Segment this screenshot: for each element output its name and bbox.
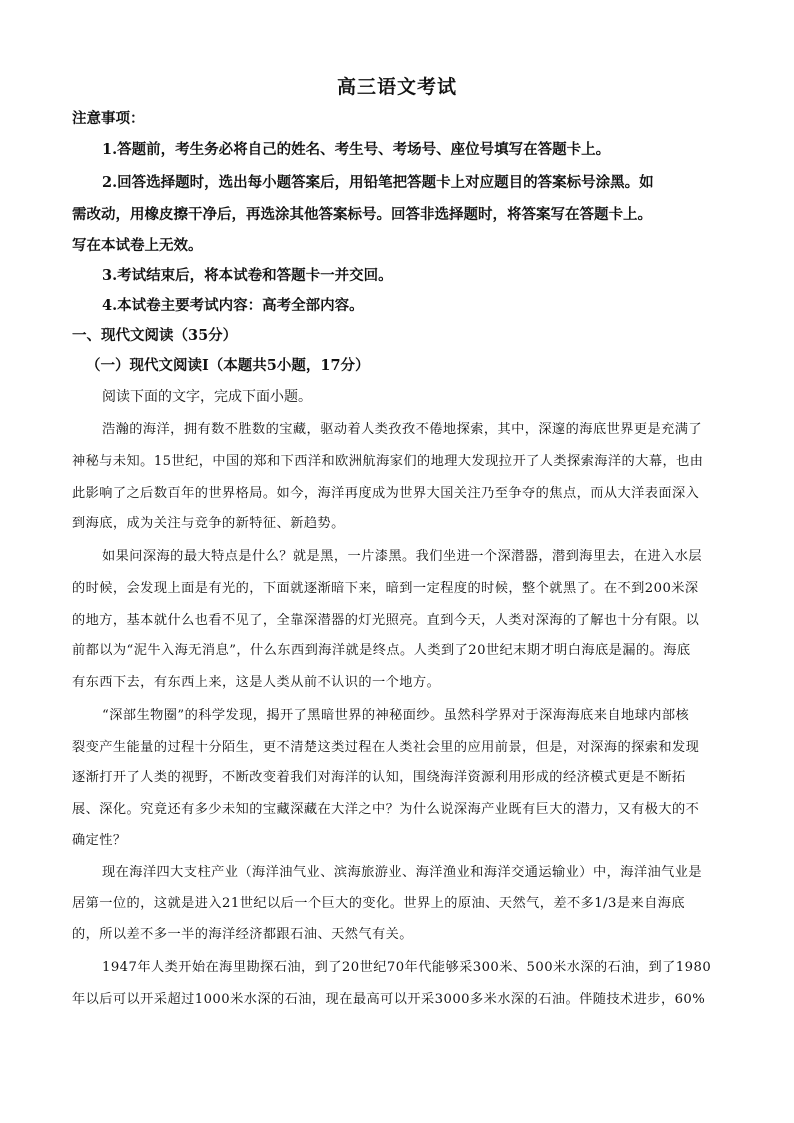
notice-item-2-line-1: 2.回答选择题时，选出每小题答案后，用铅笔把答题卡上对应题目的答案标号涂黑。如 [102,174,654,191]
paragraph-line: 年以后可以开采超过1000米水深的石油，现在最高可以开采3000多米水深的石油。伴随技术进步，60% [72,992,706,1007]
paragraph-line: 展、深化。究竟还有多少未知的宝藏深藏在大洋之中？为什么说深海产业既有巨大的潜力，又有极大的不 [72,802,700,817]
paragraph-line: 确定性？ [72,833,127,848]
subsection-heading: （一）现代文阅读Ⅰ（本题共5小题，17分） [86,357,370,374]
notice-item-2-line-2: 需改动，用橡皮擦干净后，再选涂其他答案标号。回答非选择题时，将答案写在答题卡上。 [72,206,652,223]
notice-item-2-line-3: 写在本试卷上无效。 [72,237,203,254]
section-heading: 一、现代文阅读（35分） [72,327,238,344]
page-title: 高三语文考试 [336,76,457,98]
notice-item-4: 4.本试卷主要考试内容：高考全部内容。 [102,297,364,314]
paragraph-line: 逐渐打开了人类的视野，不断改变着我们对海洋的认知，围绕海洋资源利用形成的经济模式更是不断拓 [72,770,686,785]
paragraph-line: 的地方，基本就什么也看不见了，全靠深潜器的灯光照亮。直到今天，人类对深海的了解也十分有限。以 [72,613,700,628]
paragraph-line: 裂变产生能量的过程十分陌生，更不清楚这类过程在人类社会里的应用前景，但是，对深海的探索和发现 [72,740,700,755]
paragraph-line: 的，所以差不多一半的海洋经济都跟石油、天然气有关。 [72,927,413,942]
paragraph-line: 的时候，会发现上面是有光的，下面就逐渐暗下来，暗到一定程度的时候，整个就黑了。在不到200米深 [72,581,699,596]
paragraph-line: 浩瀚的海洋，拥有数不胜数的宝藏，驱动着人类孜孜不倦地探索，其中，深邃的海底世界更是充满了 [102,422,703,437]
paragraph-line: “深部生物圈”的科学发现，揭开了黑暗世界的神秘面纱。虽然科学界对于深海海底来自地球内部核 [102,708,690,723]
paragraph-line: 有东西下去，有东西上来，这是人类从前不认识的一个地方。 [72,675,441,690]
paragraph-line: 如果问深海的最大特点是什么？就是黑，一片漆黑。我们坐进一个深潜器，潜到海里去，在进入水层 [102,549,703,564]
notice-item-3: 3.考试结束后，将本试卷和答题卡一并交回。 [102,267,393,284]
reading-instruction: 阅读下面的文字，完成下面小题。 [102,389,312,405]
paragraph-line: 现在海洋四大支柱产业（海洋油气业、滨海旅游业、海洋渔业和海洋交通运输业）中，海洋油气业是 [102,865,703,880]
paragraph-line: 居第一位的，这就是进入21世纪以后一个巨大的变化。世界上的原油、天然气，差不多1/3是来自海底 [72,896,686,911]
paragraph-line: 到海底，成为关注与竞争的新特征、新趋势。 [72,516,345,531]
notice-heading: 注意事项： [72,110,145,127]
paragraph-line: 此影响了之后数百年的世界格局。如今，海洋再度成为世界大国关注乃至争夺的焦点，而从大洋表面深入 [72,486,700,501]
notice-item-1: 1.答题前，考生务必将自己的姓名、考生号、考场号、座位号填写在答题卡上。 [102,141,611,158]
paragraph-line: 前都以为“泥牛入海无消息”，什么东西到海洋就是终点。人类到了20世纪末期才明白海底是漏的。海底 [72,643,691,658]
paragraph-line: 神秘与未知。15世纪，中国的郑和下西洋和欧洲航海家们的地理大发现拉开了人类探索海洋的大幕，也由 [72,454,704,469]
paragraph-line: 1947年人类开始在海里勘探石油，到了20世纪70年代能够采300米、500米水深的石油，到了1980 [102,960,712,975]
